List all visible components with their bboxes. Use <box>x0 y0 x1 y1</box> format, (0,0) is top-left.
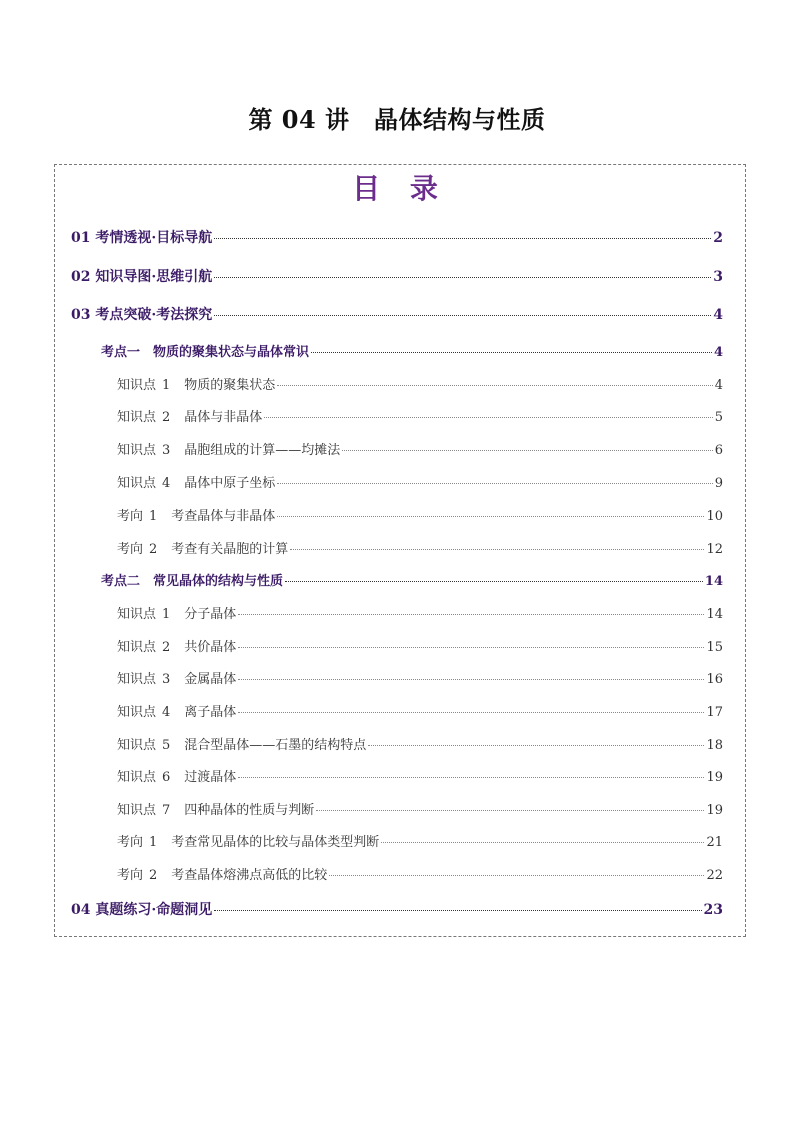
toc-entry-04[interactable] <box>71 899 723 919</box>
dot-leader <box>368 745 704 746</box>
toc-entry-page: 3 <box>713 269 723 285</box>
table-of-contents <box>54 164 746 937</box>
toc-entry-number: 1 <box>162 378 171 393</box>
dot-leader <box>214 277 711 278</box>
toc-entry-zhishidian[interactable] <box>117 439 723 458</box>
toc-entry-prefix: 知识点 <box>117 378 157 393</box>
toc-entry-number: 1 <box>149 835 158 850</box>
toc-entry-page: 16 <box>706 672 723 687</box>
toc-entry-label: 共价晶体 <box>184 640 237 655</box>
toc-entry-page: 19 <box>706 803 723 818</box>
toc-entry-zhishidian[interactable] <box>117 766 723 785</box>
toc-entry-page: 19 <box>706 770 723 785</box>
toc-entry-number: 1 <box>162 607 171 622</box>
dot-leader <box>285 581 703 582</box>
dot-leader <box>238 647 704 648</box>
toc-entry-prefix: 知识点 <box>117 770 157 785</box>
toc-entry-label: 04 真题练习·命题洞见 <box>71 902 213 918</box>
toc-entry-zhishidian[interactable] <box>117 799 723 818</box>
toc-entry-page: 17 <box>706 705 723 720</box>
toc-entry-number: 2 <box>162 410 171 425</box>
toc-entry-prefix: 知识点 <box>117 476 157 491</box>
toc-entry-number: 2 <box>149 868 158 883</box>
toc-entry-label: 金属晶体 <box>184 672 237 687</box>
toc-entry-label: 晶体与非晶体 <box>184 410 263 425</box>
toc-entry-page: 4 <box>713 307 723 323</box>
toc-entry-number: 4 <box>162 476 171 491</box>
toc-entry-label: 晶体中原子坐标 <box>184 476 276 491</box>
toc-entry-kaodian-2[interactable] <box>101 570 723 589</box>
dot-leader <box>342 450 712 451</box>
toc-entry-prefix: 知识点 <box>117 443 157 458</box>
toc-entry-label: 过渡晶体 <box>184 770 237 785</box>
toc-entry-label: 考查晶体熔沸点高低的比较 <box>171 868 328 883</box>
dot-leader <box>214 238 711 239</box>
document-title: 第 04 讲 晶体结构与性质 <box>248 105 546 134</box>
toc-entry-prefix: 知识点 <box>117 738 157 753</box>
toc-entry-prefix: 知识点 <box>117 640 157 655</box>
toc-entry-prefix: 知识点 <box>117 803 157 818</box>
toc-entry-prefix: 考向 <box>117 868 144 883</box>
toc-entry-page: 14 <box>704 574 723 589</box>
toc-entry-number: 2 <box>149 542 158 557</box>
dot-leader <box>277 516 704 517</box>
toc-entry-label: 考点一 物质的聚集状态与晶体常识 <box>101 345 310 360</box>
toc-entry-zhishidian[interactable] <box>117 636 723 655</box>
toc-entry-number: 4 <box>162 705 171 720</box>
toc-entry-page: 23 <box>703 902 723 918</box>
toc-entry-kaoxiang[interactable] <box>117 864 723 883</box>
toc-entry-label: 01 考情透视·目标导航 <box>71 230 213 246</box>
toc-entry-page: 4 <box>713 345 723 360</box>
toc-entry-zhishidian[interactable] <box>117 668 723 687</box>
toc-entry-prefix: 知识点 <box>117 607 157 622</box>
toc-entry-page: 14 <box>706 607 723 622</box>
dot-leader <box>238 712 704 713</box>
dot-leader <box>238 614 704 615</box>
toc-entry-prefix: 考向 <box>117 509 144 524</box>
dot-leader <box>264 417 712 418</box>
toc-entry-label: 分子晶体 <box>184 607 237 622</box>
toc-entry-prefix: 考向 <box>117 835 144 850</box>
toc-entry-number: 5 <box>162 738 171 753</box>
toc-entry-number: 7 <box>162 803 171 818</box>
dot-leader <box>277 385 712 386</box>
toc-entry-zhishidian[interactable] <box>117 406 723 425</box>
toc-entry-page: 6 <box>714 443 723 458</box>
dot-leader <box>329 875 704 876</box>
dot-leader <box>381 842 704 843</box>
toc-entry-page: 12 <box>706 542 723 557</box>
toc-entry-page: 18 <box>706 738 723 753</box>
toc-entry-zhishidian[interactable] <box>117 374 723 393</box>
dot-leader <box>311 352 712 353</box>
dot-leader <box>316 810 704 811</box>
dot-leader <box>214 315 711 316</box>
toc-entry-label: 02 知识导图·思维引航 <box>71 269 213 285</box>
toc-entry-page: 15 <box>706 640 723 655</box>
toc-entry-zhishidian[interactable] <box>117 472 723 491</box>
toc-entry-page: 10 <box>706 509 723 524</box>
toc-entry-03[interactable] <box>71 304 723 324</box>
dot-leader <box>290 549 704 550</box>
toc-entry-kaodian-1[interactable] <box>101 341 723 360</box>
toc-entry-label: 混合型晶体——石墨的结构特点 <box>184 738 367 753</box>
dot-leader <box>238 777 704 778</box>
toc-entry-prefix: 知识点 <box>117 410 157 425</box>
toc-entry-number: 2 <box>162 640 171 655</box>
toc-entry-label: 考点二 常见晶体的结构与性质 <box>101 574 284 589</box>
toc-entry-zhishidian[interactable] <box>117 603 723 622</box>
toc-entry-kaoxiang[interactable] <box>117 831 723 850</box>
toc-entry-02[interactable] <box>71 266 723 286</box>
toc-entry-number: 6 <box>162 770 171 785</box>
toc-entry-label: 离子晶体 <box>184 705 237 720</box>
toc-entry-01[interactable] <box>71 227 723 247</box>
toc-entry-page: 5 <box>714 410 723 425</box>
dot-leader <box>277 483 712 484</box>
toc-entry-zhishidian[interactable] <box>117 734 723 753</box>
dot-leader <box>214 910 701 911</box>
toc-entry-prefix: 知识点 <box>117 705 157 720</box>
toc-entry-page: 4 <box>714 378 723 393</box>
toc-entry-number: 1 <box>149 509 158 524</box>
toc-entry-kaoxiang[interactable] <box>117 505 723 524</box>
toc-heading: 目 录 <box>352 172 448 205</box>
toc-entry-page: 9 <box>714 476 723 491</box>
toc-entry-label: 晶胞组成的计算——均摊法 <box>184 443 341 458</box>
toc-entry-page: 21 <box>706 835 723 850</box>
toc-entry-prefix: 知识点 <box>117 672 157 687</box>
toc-entry-label: 四种晶体的性质与判断 <box>184 803 315 818</box>
toc-entry-label: 考查有关晶胞的计算 <box>171 542 289 557</box>
toc-entry-kaoxiang[interactable] <box>117 538 723 557</box>
dot-leader <box>238 679 704 680</box>
toc-entry-number: 3 <box>162 443 171 458</box>
toc-entry-label: 考查晶体与非晶体 <box>171 509 276 524</box>
toc-entry-zhishidian[interactable] <box>117 701 723 720</box>
toc-entry-label: 物质的聚集状态 <box>184 378 276 393</box>
toc-entry-page: 22 <box>706 868 723 883</box>
toc-entry-label: 考查常见晶体的比较与晶体类型判断 <box>171 835 380 850</box>
toc-entry-prefix: 考向 <box>117 542 144 557</box>
toc-entry-label: 03 考点突破·考法探究 <box>71 307 213 323</box>
toc-entry-number: 3 <box>162 672 171 687</box>
toc-entry-page: 2 <box>713 230 723 246</box>
